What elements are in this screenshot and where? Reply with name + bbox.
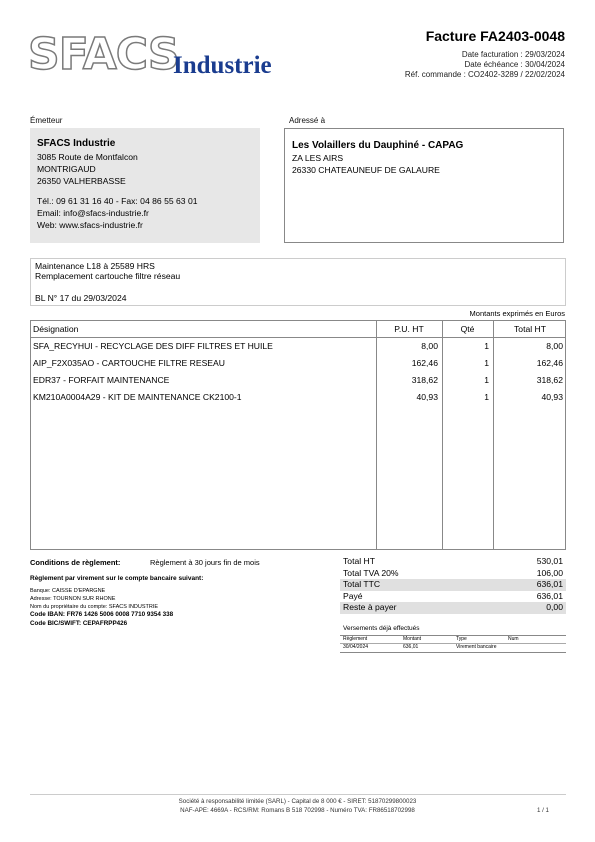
iban: Code IBAN: FR76 1426 5006 0008 7710 9354 338 [30,611,174,618]
emitter-address-line: MONTRIGAUD [37,164,96,174]
row-quantity: 1 [484,341,489,351]
row-unit-price: 318,62 [411,375,438,385]
row-designation: EDR37 - FORFAIT MAINTENANCE [33,375,170,385]
totals-block [340,556,566,614]
bic-swift: Code BIC/SWIFT: CEPAFRPP426 [30,620,128,627]
row-total: 162,46 [536,358,563,368]
total-label: Total HT [343,556,375,566]
column-divider [376,321,377,549]
recipient-box [284,128,564,243]
order-reference: Réf. commande : CO2402-3289 / 22/02/2024 [404,70,565,79]
row-quantity: 1 [484,358,489,368]
items-table [30,320,566,550]
payment-type: Virement bancaire [456,644,497,650]
total-tva-row [340,568,566,580]
row-unit-price: 40,93 [416,392,438,402]
recipient-address-line: 26330 CHATEAUNEUF DE GALAURE [292,165,440,175]
transfer-title: Règlement par virement sur le compte bancaire suivant: [30,575,204,582]
invoice-date: Date facturation : 29/03/2024 [461,50,565,59]
emitter-phone-fax: Tél.: 09 61 31 16 40 - Fax: 04 86 55 63 01 [37,196,198,206]
row-total: 318,62 [536,375,563,385]
payment-conditions-value: Règlement à 30 jours fin de mois [150,558,260,567]
total-value: 636,01 [536,579,563,589]
invoice-title: Facture FA2403-0048 [425,28,565,44]
total-value: 530,01 [536,556,563,566]
company-logo [28,30,288,85]
row-total: 8,00 [546,341,563,351]
logo-subtitle: Industrie [173,52,272,79]
total-value: 636,01 [536,590,563,601]
recipient-label: Adressé à [289,116,326,125]
header-designation: Désignation [33,324,79,334]
payment-amount: 636,01 [403,644,419,650]
remaining-row [340,602,566,614]
row-quantity: 1 [484,392,489,402]
payments-header [340,636,566,644]
emitter-name: SFACS Industrie [37,138,116,149]
column-divider [493,321,494,549]
row-designation: SFA_RECYHUI - RECYCLAGE DES DIFF FILTRES ET HUILE [33,341,273,351]
recipient-address-line: ZA LES AIRS [292,153,344,163]
invoice-due-date: Date échéance : 30/04/2024 [464,60,565,69]
payments-header-num: Num [508,636,519,642]
payments-header-type: Type [456,636,467,642]
header-quantity: Qté [460,324,475,334]
row-designation: KM210A0004A29 - KIT DE MAINTENANCE CK2100-1 [33,392,242,402]
recipient-name: Les Volaillers du Dauphiné - CAPAG [292,140,464,151]
footer-divider [30,794,566,795]
row-unit-price: 8,00 [421,341,438,351]
total-value: 0,00 [546,602,563,612]
payment-date: 30/04/2024 [343,644,369,650]
total-label: Reste à payer [343,602,397,612]
paid-row [340,591,566,603]
invoice-notes [30,258,566,306]
bank-address: Adresse: TOURNON SUR RHONE [30,596,116,602]
row-unit-price: 162,46 [411,358,438,368]
total-label: Total TVA 20% [343,567,399,578]
row-quantity: 1 [484,375,489,385]
header-total: Total HT [514,324,546,334]
column-divider [442,321,443,549]
total-label: Payé [343,590,363,601]
payments-title: Versements déjà effectués [343,625,420,632]
payment-conditions-label: Conditions de règlement: [30,558,121,567]
payments-header-montant: Montant [403,636,422,642]
payments-table [340,635,566,653]
total-label: Total TTC [343,579,381,589]
emitter-address-line: 26350 VALHERBASSE [37,176,126,186]
note-line: Maintenance L18 à 25589 HRS [35,261,155,271]
row-total: 40,93 [541,392,563,402]
logo-brand: SFACS [28,29,179,80]
emitter-label: Émetteur [30,116,63,125]
bank-name: Banque: CAISSE D'EPARGNE [30,588,106,594]
footer-registration-line: NAF-APE: 4669A - RCS/RM: Romans B 518 702998 - Numéro TVA: FR86518702998 [180,807,415,814]
note-line: Remplacement cartouche filtre réseau [35,271,181,281]
row-designation: AIP_F2X035AO - CARTOUCHE FILTRE RESEAU [33,358,225,368]
payments-header-reglement: Règlement [343,636,368,642]
page-number: 1 / 1 [536,807,549,814]
emitter-website: Web: www.sfacs-industrie.fr [37,220,143,230]
header-unit-price: P.U. HT [394,324,424,334]
account-owner: Nom du propriétaire du compte: SFACS INDUSTRIE [30,604,159,610]
currency-note: Montants exprimés en Euros [469,309,565,318]
footer-legal-line: Société à responsabilité limitée (SARL) - Capital de 8 000 € - SIRET: 51870299800023 [178,798,417,805]
emitter-box [30,128,260,243]
emitter-email: Email: info@sfacs-industrie.fr [37,208,149,218]
total-ht-row [340,556,566,568]
total-ttc-row [340,579,566,591]
emitter-address-line: 3085 Route de Montfalcon [37,152,138,162]
delivery-note: BL N° 17 du 29/03/2024 [35,293,127,303]
total-value: 106,00 [536,567,563,578]
